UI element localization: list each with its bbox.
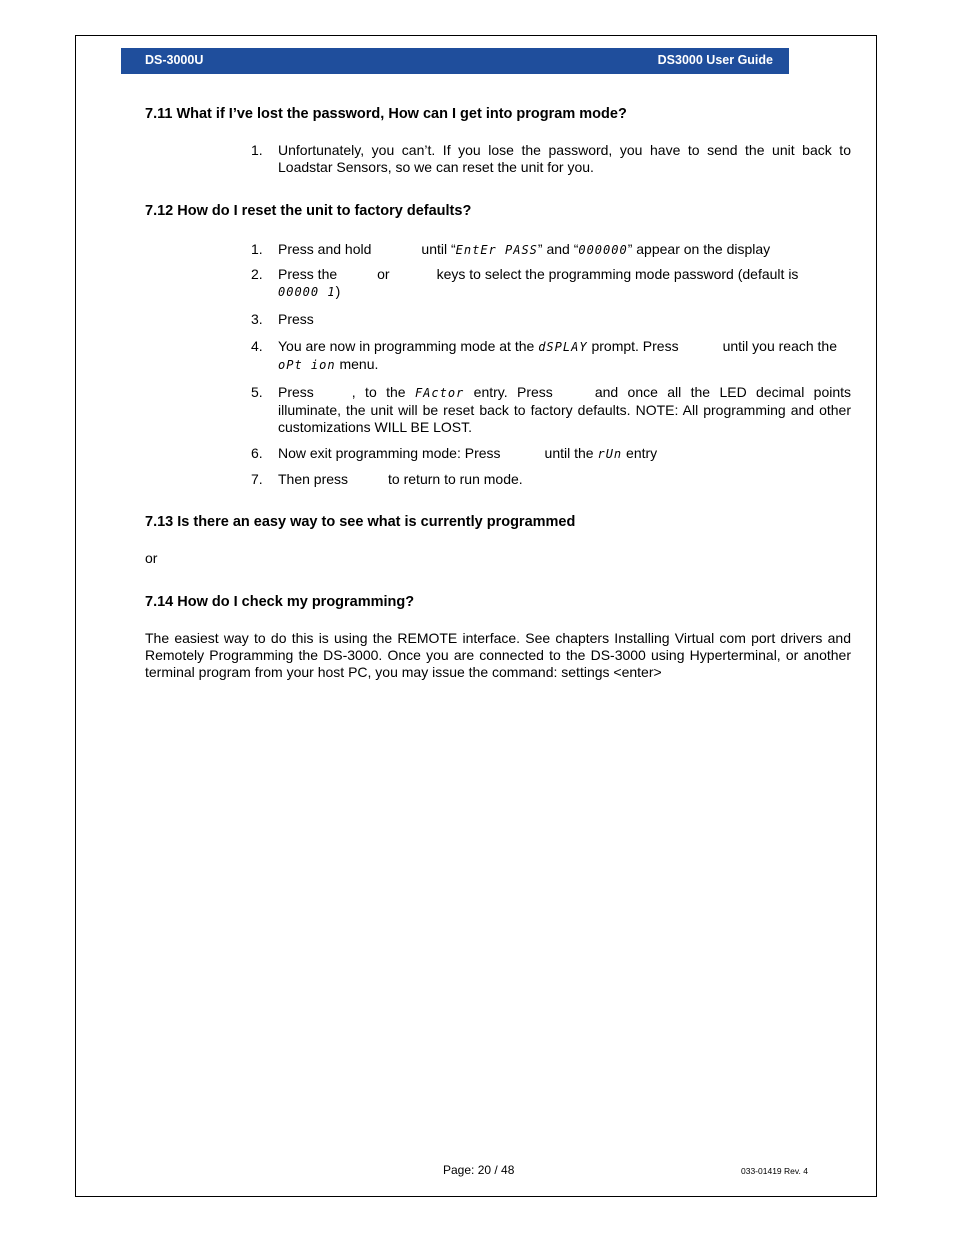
section-7-11-heading: 7.11 What if I’ve lost the password, How can I get into program mode? bbox=[145, 106, 627, 122]
list-text: prompt. Press bbox=[591, 338, 679, 354]
list-text: entry. Press bbox=[473, 384, 553, 400]
lcd-text: FActor bbox=[414, 386, 465, 400]
header-guide-title: DS3000 User Guide bbox=[657, 53, 773, 67]
list-number: 6. bbox=[251, 445, 263, 461]
list-number: 5. bbox=[251, 384, 263, 400]
list-text: , to the bbox=[351, 384, 406, 400]
list-text: until “ bbox=[421, 241, 456, 257]
header-product: DS-3000U bbox=[145, 53, 204, 67]
list-text: ) bbox=[335, 283, 341, 299]
paragraph: The easiest way to do this is using the REMOTE interface. See chapters Installing Virtual com port drivers and Remotely Programming the DS-3000. Once you are connected to the DS-3000 using Hyperterminal, or another terminal program from your host PC, you may issue the command: settings <enter> bbox=[145, 630, 851, 680]
list-text: You are now in programming mode at the bbox=[278, 338, 535, 354]
lcd-text: dSPLAY bbox=[538, 340, 588, 354]
list-number: 2. bbox=[251, 266, 263, 282]
list-text: menu. bbox=[339, 356, 379, 372]
section-7-14-heading: 7.14 How do I check my programming? bbox=[145, 594, 415, 610]
list-text: Press and hold bbox=[278, 241, 372, 257]
paragraph: or bbox=[145, 550, 158, 566]
list-number: 3. bbox=[251, 311, 263, 327]
list-text: Now exit programming mode: Press bbox=[278, 445, 501, 461]
list-text: ” and “ bbox=[537, 241, 579, 257]
list-text: entry bbox=[626, 445, 658, 461]
list-text: Press the bbox=[278, 266, 338, 282]
list-text: ” appear on the display bbox=[627, 241, 771, 257]
list-text: keys to select the programming mode password (default is bbox=[436, 266, 799, 282]
list-text: Press bbox=[278, 384, 314, 400]
list-text: Unfortunately, you can’t. If you lose the password, you have to send the unit back to Loadstar Sensors, so we can reset the unit for you. bbox=[278, 142, 851, 175]
lcd-text: 00000 1 bbox=[278, 285, 336, 299]
lcd-text: rUn bbox=[597, 447, 623, 461]
lcd-text: EntEr PASS bbox=[455, 243, 538, 257]
list-text: until you reach the bbox=[722, 338, 837, 354]
section-7-12-heading: 7.12 How do I reset the unit to factory defaults? bbox=[145, 203, 472, 219]
list-number: 1. bbox=[251, 241, 263, 257]
list-text: Then press bbox=[278, 471, 349, 487]
list-text: Press bbox=[278, 311, 314, 327]
section-7-13-heading: 7.13 Is there an easy way to see what is currently programmed bbox=[145, 514, 576, 530]
list-number: 1. bbox=[251, 142, 263, 158]
document-revision: 033-01419 Rev. 4 bbox=[741, 1166, 808, 1176]
list-text: and once all the LED decimal points illuminate, the unit will be reset back to factory defaults. NOTE: All programming and other customizations WILL BE LOST. bbox=[278, 384, 852, 435]
list-text: or bbox=[377, 266, 390, 282]
running-header bbox=[121, 48, 789, 74]
lcd-text: 000000 bbox=[578, 243, 628, 257]
lcd-text: oPt ion bbox=[278, 358, 336, 372]
list-number: 4. bbox=[251, 338, 263, 354]
list-text: until the bbox=[544, 445, 594, 461]
list-number: 7. bbox=[251, 471, 263, 487]
list-text: to return to run mode. bbox=[388, 471, 523, 487]
page-number: Page: 20 / 48 bbox=[443, 1163, 515, 1177]
